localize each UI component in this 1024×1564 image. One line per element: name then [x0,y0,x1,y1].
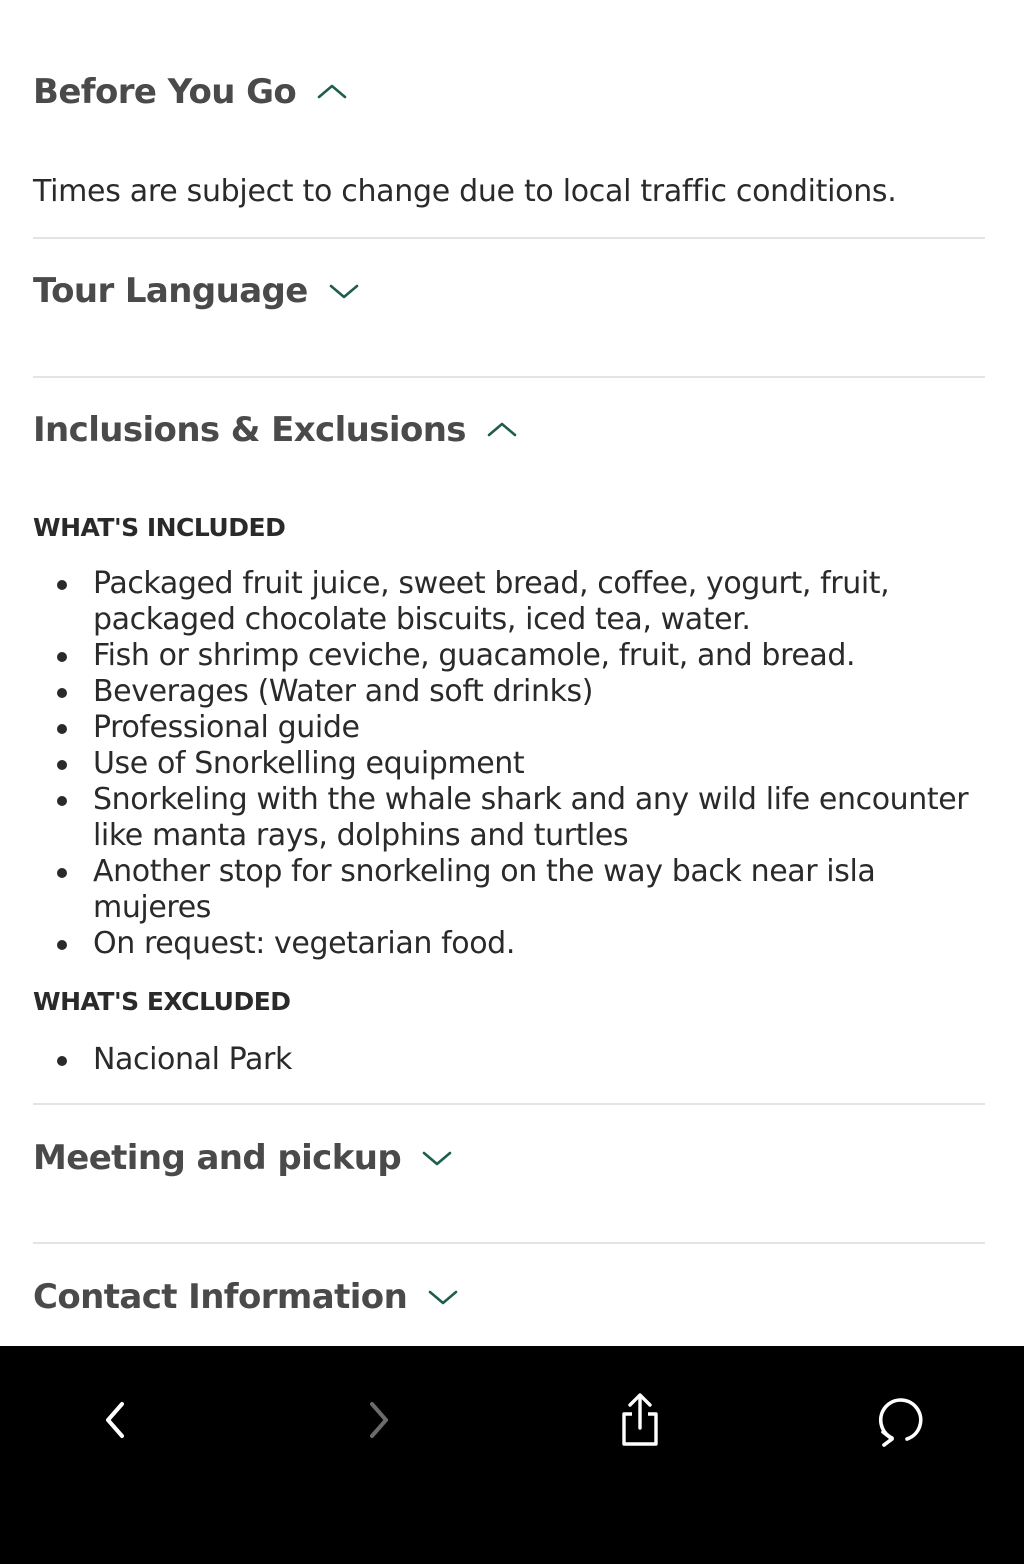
bullet [57,796,67,806]
excluded-block [33,987,985,1078]
forward-icon [360,1400,396,1444]
list-item [33,638,985,674]
back-icon [98,1400,134,1444]
chevron-down-icon[interactable] [421,1148,453,1168]
chevron-down-icon[interactable] [328,281,360,301]
list-item-text: Nacional Park [93,1042,292,1077]
excluded-heading: WHAT'S EXCLUDED [33,987,291,1016]
refresh-icon [874,1392,930,1452]
list-item [33,674,985,710]
before-you-go-body [33,174,985,209]
list-item-text: Beverages (Water and soft drinks) [93,674,594,709]
inclusions-title: Inclusions & Exclusions [33,410,466,450]
list-item-text: Professional guide [93,710,360,745]
bullet [57,760,67,770]
list-item-text: Another stop for snorkeling on the way back near isla mujeres [93,854,876,925]
list-item [33,710,985,746]
list-item-text: Snorkeling with the whale shark and any wild life encounter like manta rays, dolphins and turtles [93,782,969,853]
list-item [33,854,985,926]
before-you-go-header[interactable] [33,72,985,112]
refresh-button[interactable] [872,1392,932,1452]
forward-button[interactable] [348,1392,408,1452]
chevron-up-icon[interactable] [316,82,348,102]
list-item [33,566,985,638]
inclusions-header[interactable] [33,410,985,450]
included-heading: WHAT'S INCLUDED [33,513,286,542]
included-block [33,513,985,962]
included-list [33,566,985,962]
section-contact-information [33,1277,985,1317]
chevron-down-icon[interactable] [427,1287,459,1307]
contact-title: Contact Information [33,1277,408,1317]
bullet [57,940,67,950]
before-you-go-title: Before You Go [33,72,297,112]
bullet [57,688,67,698]
bullet [57,580,67,590]
excluded-list [33,1042,985,1078]
section-meeting-pickup [33,1138,985,1178]
bullet [57,724,67,734]
divider [33,237,985,239]
meeting-header[interactable] [33,1138,985,1178]
list-item [33,746,985,782]
bullet [57,1056,67,1066]
before-you-go-text: Times are subject to change due to local traffic conditions. [33,174,897,209]
list-item [33,782,985,854]
list-item [33,926,985,962]
share-icon [616,1392,664,1452]
chevron-up-icon[interactable] [486,420,518,440]
share-button[interactable] [610,1392,670,1452]
section-inclusions-exclusions [33,410,985,450]
list-item-text: Use of Snorkelling equipment [93,746,525,781]
bullet [57,868,67,878]
divider [33,1103,985,1105]
meeting-title: Meeting and pickup [33,1138,402,1178]
section-before-you-go [33,72,985,112]
list-item-text: On request: vegetarian food. [93,926,515,961]
list-item-text: Packaged fruit juice, sweet bread, coffee, yogurt, fruit, packaged chocolate biscuits, iced tea, water. [93,566,890,637]
tour-language-header[interactable] [33,271,985,311]
browser-toolbar [0,1346,1024,1564]
back-button[interactable] [86,1392,146,1452]
list-item-text: Fish or shrimp ceviche, guacamole, fruit, and bread. [93,638,856,673]
list-item [33,1042,985,1078]
bullet [57,652,67,662]
divider [33,376,985,378]
tour-language-title: Tour Language [33,271,308,311]
section-tour-language [33,271,985,311]
divider [33,1242,985,1244]
contact-header[interactable] [33,1277,985,1317]
